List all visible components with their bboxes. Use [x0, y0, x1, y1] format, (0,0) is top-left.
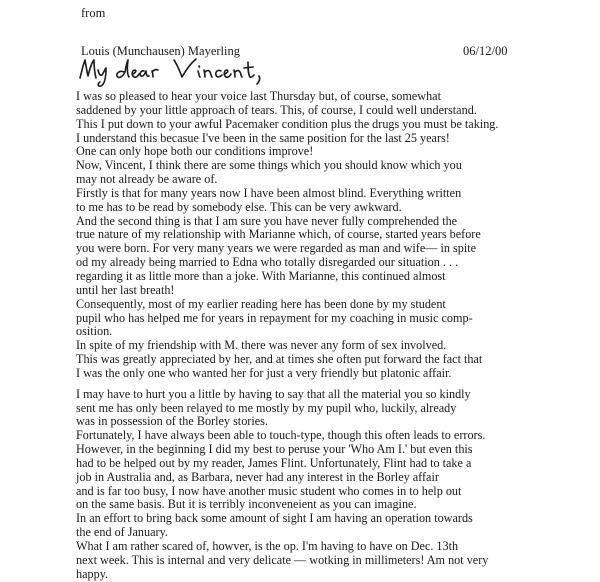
letter-line: Fortunately, I have always been able to touch-type, though this often leads to errors.: [76, 428, 486, 443]
letter-line: job in Australia and, as Barbara, never had any interest in the Borley affair: [76, 469, 439, 484]
letter-line: This I put down to your awful Pacemaker condition plus the drugs you must be taking.: [76, 116, 499, 131]
letter-line: may not already be aware of.: [76, 172, 218, 187]
from-label: from: [81, 6, 106, 20]
letter-line: you were born. For very many years we were regarded as man and wife— in spite: [76, 241, 477, 256]
letter-line: until her last breath!: [76, 282, 175, 297]
letter-line: I was the only one who wanted her for just a very friendly but platonic affair.: [76, 365, 452, 380]
letter-line: to me has to be read by somebody else. This can be very awkward.: [76, 199, 402, 214]
letter-line: true nature of my relationship with Marianne which, of course, started years before: [76, 227, 481, 242]
letter-line: However, in the beginning I did my best to peruse your 'Who Am I.' but even this: [76, 442, 473, 457]
letter-line: saddened by your little approach of tears. This, of course, I could well understand.: [76, 102, 477, 117]
letter-line: next week. This is internal and very delicate — wotking in millimeters! Am not very: [76, 552, 489, 567]
letter-line: the end of January.: [76, 525, 168, 540]
letter-line: pupil who has helped me for years in repayment for my coaching in music comp-: [76, 310, 473, 325]
letter-date: 06/12/00: [463, 44, 508, 58]
letter-line: was in possession of the Borley stories.: [76, 414, 268, 429]
letter-line: I was so pleased to hear your voice last Thursday but, of course, somewhat: [76, 89, 441, 103]
letter-line: I understand this becasue I've been in the same position for the last 25 years!: [76, 130, 450, 145]
letter-line: Consequently, most of my earlier reading here has been done by my student: [76, 296, 446, 311]
letter-line: I may have to hurt you a little by having to say that all the material you so kindly: [76, 386, 471, 401]
sender-name: Louis (Munchausen) Mayerling: [81, 44, 240, 58]
letter-line: od my already being married to Edna who totally disregarded our situation . . .: [76, 255, 459, 270]
letter-line: sent me has only been relayed to me mostly by my pupil who, luckily, already: [76, 400, 457, 415]
handwritten-salutation: [78, 56, 268, 88]
letter-line: happy.: [76, 566, 109, 581]
letter-line: And the second thing is that I am sure you have never fully comprehended the: [76, 213, 458, 228]
letter-line: had to be helped out by my reader, James Flint. Unfortunately, Flint had to take a: [76, 455, 472, 470]
letter-line: In spite of my friendship with M. there was never any form of sex involved.: [76, 338, 447, 353]
letter-line: on the same basis. But it is terribly inconveneient as you can imagine.: [76, 497, 417, 512]
letter-body: [76, 90, 598, 582]
letter-line: Firstly is that for many years now I have been almost blind. Everything written: [76, 185, 462, 200]
letter-line: and is far too busy, I now have another music student who comes in to help out: [76, 483, 462, 498]
letter-line: regarding it as little more than a joke. With Marianne, this continued almost: [76, 268, 446, 283]
letter-line: What I am rather scared of, howver, is the op. I'm having to have on Dec. 13th: [76, 539, 459, 553]
letter-line: Now, Vincent, I think there are some things which you should know which you: [76, 158, 462, 173]
letter-line: osition.: [76, 324, 113, 339]
letter-line: In an effort to bring back some amount of sight I am having an operation towards: [76, 511, 473, 526]
letter-line: This was greatly appreciated by her, and at times she often put forward the fact that: [76, 352, 483, 367]
letter-line: One can only hope both our conditions improve!: [76, 144, 314, 159]
